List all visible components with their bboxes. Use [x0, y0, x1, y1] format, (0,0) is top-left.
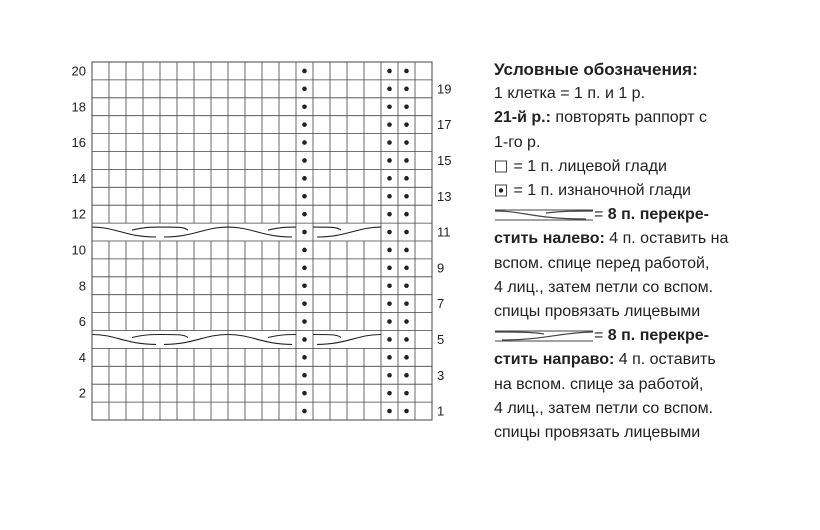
- legend-purl-text: = 1 п. изнаночной глади: [513, 182, 691, 200]
- chart-grid: [92, 62, 432, 420]
- purl-dot: [387, 69, 392, 74]
- purl-dot: [302, 230, 307, 235]
- purl-dot: [302, 194, 307, 199]
- legend-cable-right-cont: [494, 348, 814, 372]
- purl-dot: [302, 266, 307, 271]
- purl-dot: [387, 373, 392, 378]
- legend: [494, 58, 814, 445]
- cable-background: [161, 224, 228, 241]
- legend-cable-left-cont: [494, 227, 814, 251]
- legend-cable-right-line5: спицы провязать лицевыми: [494, 424, 701, 442]
- purl-dot: [404, 355, 409, 360]
- row-label-left: 12: [71, 206, 86, 222]
- purl-dot: [387, 248, 392, 253]
- legend-row21: [494, 106, 814, 130]
- purl-dot: [387, 319, 392, 324]
- legend-purl: [494, 179, 814, 203]
- purl-dot: [387, 87, 392, 92]
- legend-title: Условные обозначения:: [494, 60, 698, 79]
- legend-cell-note: 1 клетка = 1 п. и 1 р.: [494, 85, 646, 103]
- purl-dot: [302, 337, 307, 342]
- purl-dot: [404, 248, 409, 253]
- legend-row21-text-a: повторять раппорт с: [550, 109, 707, 127]
- legend-cable-left-line5: спицы провязать лицевыми: [494, 303, 701, 321]
- purl-dot: [387, 158, 392, 163]
- legend-cable-left-line3: вспом. спице перед работой,: [494, 254, 710, 272]
- knit-symbol-icon: [494, 159, 509, 174]
- cable-background: [314, 331, 381, 348]
- purl-dot: [302, 212, 307, 217]
- purl-dot: [302, 283, 307, 288]
- cable-background: [314, 224, 381, 241]
- legend-cable-right-bold-a: 8 п. перекре-: [607, 327, 709, 345]
- legend-cable-left-bold-b: стить налево:: [494, 230, 605, 248]
- legend-cable-left-line4: 4 лиц., затем петли со вспом.: [494, 278, 714, 296]
- row-label-left: 4: [78, 349, 86, 365]
- purl-dot: [387, 140, 392, 145]
- legend-cable-right-text-a: 4 п. оставить: [614, 351, 716, 369]
- row-label-left: 16: [71, 135, 86, 151]
- purl-dot: [302, 140, 307, 145]
- legend-cable-left-text-a: 4 п. оставить на: [604, 230, 729, 248]
- purl-dot: [387, 104, 392, 109]
- legend-cable-right-line3: на вспом. спице за работой,: [494, 375, 704, 393]
- purl-dot: [387, 212, 392, 217]
- cable-background: [93, 331, 160, 348]
- purl-dot: [387, 266, 392, 271]
- purl-dot: [302, 122, 307, 127]
- purl-dot: [404, 212, 409, 217]
- purl-dot: [302, 373, 307, 378]
- purl-dot: [302, 176, 307, 181]
- purl-dot: [404, 194, 409, 199]
- purl-dot: [302, 409, 307, 414]
- row-label-left: 6: [78, 314, 86, 330]
- purl-dot: [302, 104, 307, 109]
- row-label-right: 5: [437, 331, 445, 347]
- legend-cable-right: [494, 324, 814, 348]
- row-label-left: 20: [71, 63, 86, 79]
- row-label-right: 13: [437, 188, 452, 204]
- purl-dot: [404, 283, 409, 288]
- purl-dot: [404, 122, 409, 127]
- purl-dot: [404, 87, 409, 92]
- row-label-right: 3: [437, 367, 445, 383]
- cable-background: [229, 224, 296, 241]
- cable-background: [161, 331, 228, 348]
- cable-symbols: [92, 224, 381, 348]
- purl-dot: [302, 248, 307, 253]
- purl-dot: [404, 319, 409, 324]
- row-label-right: 9: [437, 260, 445, 276]
- purl-dot: [404, 104, 409, 109]
- purl-dot: [404, 301, 409, 306]
- legend-row21-label: 21-й р.:: [494, 109, 551, 127]
- cable-right-icon: [494, 328, 594, 344]
- legend-cable-right-bold-b: стить направо:: [494, 351, 615, 369]
- cable-background: [93, 224, 160, 241]
- legend-cable-right-line4: 4 лиц., затем петли со вспом.: [494, 399, 714, 417]
- purl-dot: [302, 69, 307, 74]
- row-label-left: 2: [78, 385, 86, 401]
- purl-dot: [404, 140, 409, 145]
- purl-dot: [387, 176, 392, 181]
- row-label-right: 15: [437, 152, 452, 168]
- purl-dot: [387, 194, 392, 199]
- purl-dot: [404, 69, 409, 74]
- purl-dot: [387, 409, 392, 414]
- purl-dot: [404, 158, 409, 163]
- row-label-right: 7: [437, 296, 445, 312]
- purl-dot: [387, 337, 392, 342]
- legend-cable-left-bold-a: 8 п. перекре-: [607, 206, 709, 224]
- row-label-left: 18: [71, 99, 86, 115]
- purl-dot: [387, 230, 392, 235]
- purl-dot: [404, 391, 409, 396]
- legend-row21-cont: 1-го р.: [494, 133, 541, 151]
- purl-dot: [404, 337, 409, 342]
- purl-dot: [302, 355, 307, 360]
- purl-dot: [387, 283, 392, 288]
- row-label-left: 14: [71, 170, 86, 186]
- legend-cable-left: [494, 203, 814, 227]
- purl-dot: [302, 391, 307, 396]
- row-label-right: 11: [437, 224, 451, 240]
- row-label-right: 17: [437, 117, 452, 133]
- purl-dot: [302, 319, 307, 324]
- legend-cable-left-eq: =: [594, 206, 608, 224]
- purl-dot: [387, 391, 392, 396]
- row-label-left: 8: [78, 278, 86, 294]
- purl-dot: [387, 122, 392, 127]
- purl-dot: [302, 301, 307, 306]
- purl-symbol-icon: [494, 183, 509, 198]
- purl-dot: [302, 158, 307, 163]
- purl-dot: [404, 176, 409, 181]
- row-label-right: 1: [437, 403, 445, 419]
- purl-dot: [404, 266, 409, 271]
- purl-dot: [302, 87, 307, 92]
- cable-background: [229, 331, 296, 348]
- purl-dot: [404, 409, 409, 414]
- row-label-left: 10: [71, 242, 86, 258]
- purl-dot: [404, 230, 409, 235]
- row-label-right: 19: [437, 81, 452, 97]
- purl-dot: [387, 355, 392, 360]
- legend-knit-text: = 1 п. лицевой глади: [513, 157, 667, 175]
- purl-dot: [387, 301, 392, 306]
- cable-left-icon: [494, 207, 594, 223]
- legend-cable-right-eq: =: [594, 327, 608, 345]
- purl-dot: [404, 373, 409, 378]
- legend-knit: [494, 155, 814, 179]
